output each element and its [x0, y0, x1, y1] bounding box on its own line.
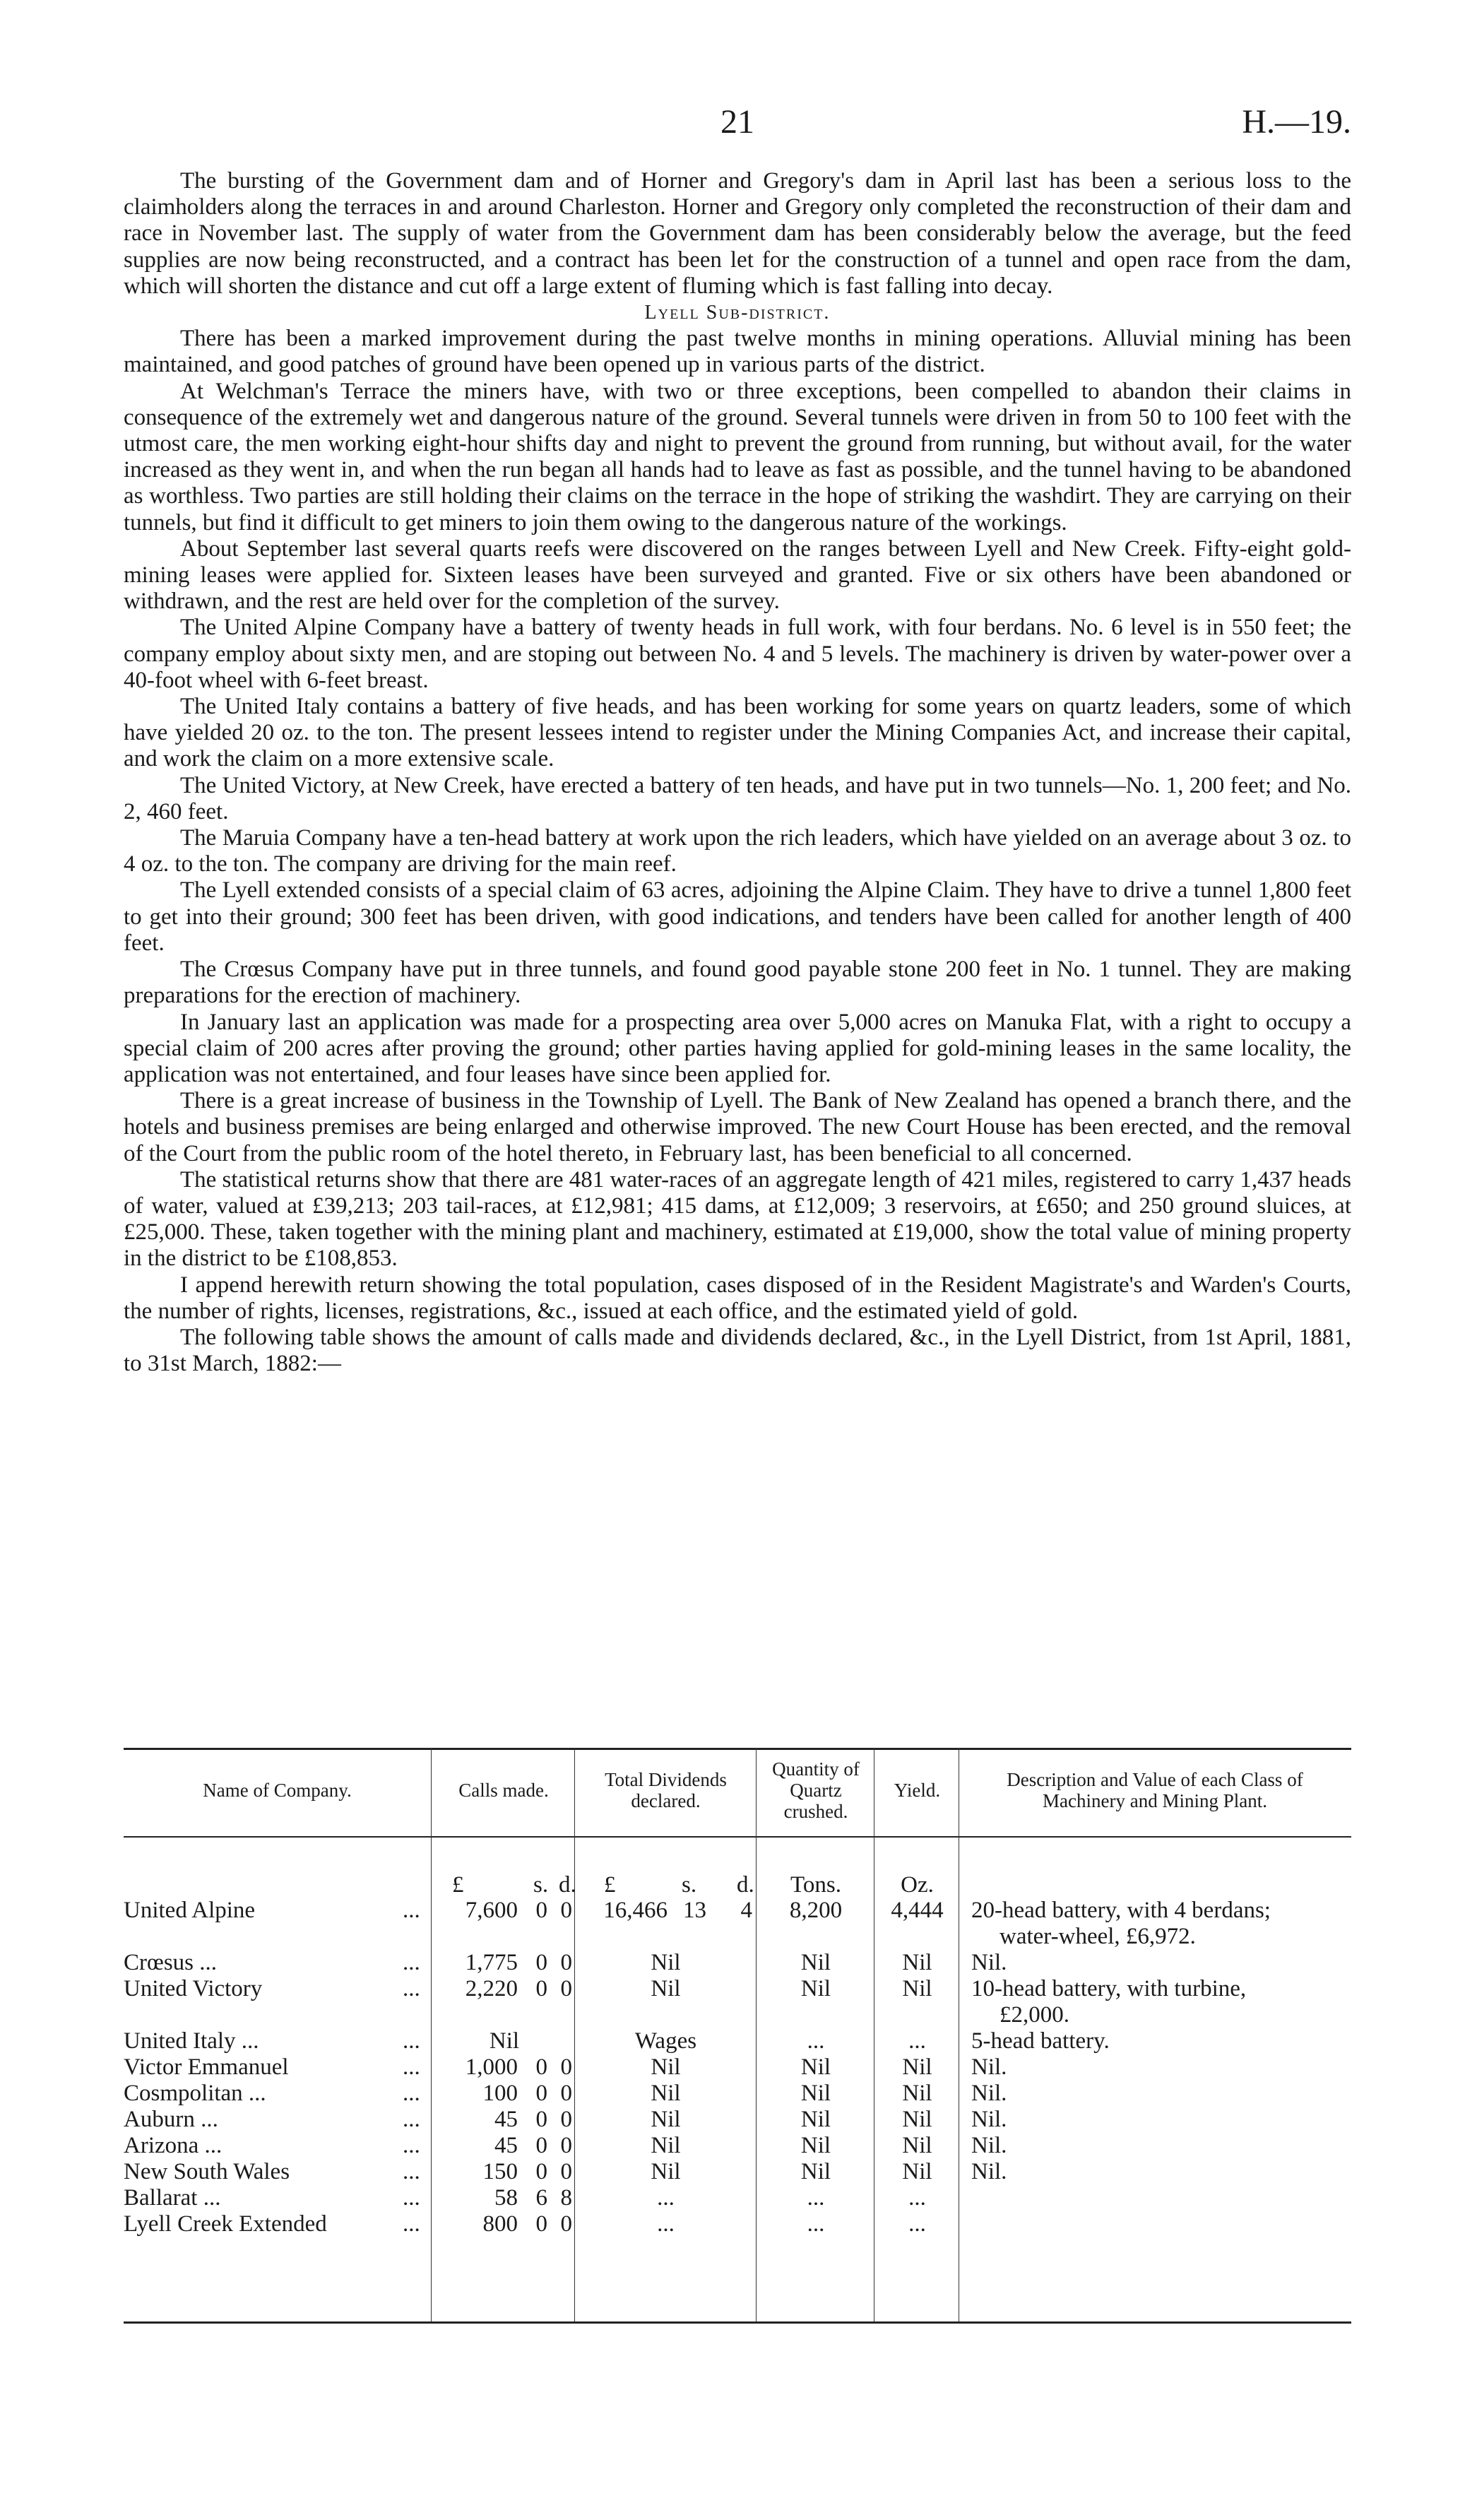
dividends-pounds: 16,466: [603, 1898, 668, 1923]
machinery-description-cont: water-wheel, £6,972.: [1000, 1924, 1196, 1949]
unit-calls-shillings: s.: [533, 1872, 549, 1898]
yield-value: 4,444: [891, 1898, 944, 1923]
company-name: New South Wales: [124, 2159, 290, 2184]
quartz-quantity: ...: [807, 2185, 825, 2211]
calls-shillings: 0: [535, 2159, 547, 2184]
paragraph: At Welchman's Terrace the miners have, with two or three exceptions, been compelled to abandon their claims in consequence of the extremely wet and dangerous nature of the ground. Several tunnels were driven in from 50 to 100 feet with the utmost care, the men working eight-hour shifts day and night to prevent the ground from running, but without avail, for the water increased as they went in, and when the run began all hands had to leave as fast as possible, and the tunnel having to be abandoned as worthless. Two parties are still holding their claims on the terrace in the hope of striking the washdirt. They are carrying on their tunnels, but find it difficult to get miners to join them owing to the dangerous nature of the workings.: [124, 378, 1351, 536]
quartz-quantity: Nil: [800, 2159, 831, 2184]
calls-pounds: 1,000: [465, 2054, 518, 2080]
dividends-text: Nil: [651, 2159, 681, 2184]
calls-pounds: 58: [494, 2185, 518, 2211]
dividends-text: Nil: [651, 2081, 681, 2106]
quartz-quantity: Nil: [800, 1950, 831, 1975]
dividends-text: Nil: [651, 1950, 681, 1975]
calls-pence: 0: [560, 1976, 572, 2001]
company-name: Ballarat ...: [124, 2185, 221, 2211]
unit-calls-pounds: £: [452, 1872, 464, 1898]
yield-value: ...: [908, 2028, 926, 2054]
paragraph: The United Victory, at New Creek, have erected a battery of ten heads, and have put in two tunnels—No. 1, 200 feet; and No. 2, 460 feet.: [124, 772, 1351, 824]
calls-pounds: 45: [494, 2107, 518, 2132]
quartz-quantity: Nil: [800, 2054, 831, 2080]
calls-pence: 0: [560, 1898, 572, 1923]
leader-dots: ...: [403, 1898, 420, 1923]
company-returns-table: [124, 1748, 1351, 2327]
paragraph: There has been a marked improvement during the past twelve months in mining operations. Alluvial mining has been maintained, and good patches of ground have been opened up in various parts of the district.: [124, 326, 1351, 378]
calls-pence: 0: [560, 2081, 572, 2106]
calls-pence: 0: [560, 2159, 572, 2184]
calls-shillings: 0: [535, 2107, 547, 2132]
company-name: United Victory: [124, 1976, 263, 2001]
calls-pounds: 45: [494, 2133, 518, 2158]
calls-pounds: 1,775: [465, 1950, 518, 1975]
calls-shillings: 0: [535, 1898, 547, 1923]
calls-pounds: 150: [482, 2159, 518, 2184]
yield-value: Nil: [902, 1950, 932, 1975]
document-reference: H.—19.: [1242, 103, 1351, 141]
machinery-description: Nil.: [971, 2159, 1007, 2184]
machinery-description: Nil.: [971, 2081, 1007, 2106]
page-header: [124, 102, 1351, 152]
quartz-quantity: Nil: [800, 2133, 831, 2158]
company-name: United Italy ...: [124, 2028, 259, 2054]
dividends-text: Nil: [651, 2054, 681, 2080]
paragraph: I append herewith return showing the total population, cases disposed of in the Resident Magistrate's and Warden's Courts, the number of rights, licenses, registrations, &c., issued at each office, and the estimated yield of gold.: [124, 1272, 1351, 1324]
yield-value: ...: [908, 2211, 926, 2237]
header-calls: Calls made.: [458, 1780, 549, 1801]
unit-div-shillings: s.: [682, 1872, 697, 1898]
paragraph: The Crœsus Company have put in three tunnels, and found good payable stone 200 feet in No. 1 tunnel. They are making preparations for the erection of machinery.: [124, 957, 1351, 1009]
dividends-text: ...: [657, 2211, 675, 2237]
leader-dots: ...: [403, 1976, 420, 2001]
yield-value: ...: [908, 2185, 926, 2211]
dividends-text: Nil: [651, 2107, 681, 2132]
machinery-description: 10-head battery, with turbine,: [971, 1976, 1247, 2001]
calls-nil: Nil: [489, 2028, 520, 2054]
calls-shillings: 0: [535, 1976, 547, 2001]
paragraph: The Lyell extended consists of a special claim of 63 acres, adjoining the Alpine Claim. They have to drive a tunnel 1,800 feet to get into their ground; 300 feet has been driven, with good indications, and tenders have been called for another length of 400 feet.: [124, 877, 1351, 956]
calls-shillings: 0: [535, 1950, 547, 1975]
calls-shillings: 0: [535, 2211, 547, 2237]
leader-dots: ...: [403, 2133, 420, 2158]
unit-div-pence: d.: [737, 1872, 754, 1898]
quartz-quantity: 8,200: [789, 1898, 843, 1923]
company-name: Crœsus ...: [124, 1950, 218, 1975]
header-yield: Yield.: [894, 1780, 941, 1801]
quartz-quantity: Nil: [800, 2107, 831, 2132]
section-subheading: Lyell Sub-district.: [644, 302, 831, 324]
calls-shillings: 0: [535, 2133, 547, 2158]
company-name: Arizona ...: [124, 2133, 223, 2158]
company-name: Cosmpolitan ...: [124, 2081, 266, 2106]
leader-dots: ...: [403, 2107, 420, 2132]
machinery-description: Nil.: [971, 2133, 1007, 2158]
unit-div-pounds: £: [604, 1872, 616, 1898]
company-name: Lyell Creek Extended: [124, 2211, 327, 2237]
dividends-pence: 4: [740, 1898, 752, 1923]
dividends-text: ...: [657, 2185, 675, 2211]
leader-dots: ...: [403, 2185, 420, 2211]
machinery-description: Nil.: [971, 2107, 1007, 2132]
calls-pence: 0: [560, 2133, 572, 2158]
company-name: Victor Emmanuel: [124, 2054, 289, 2080]
paragraph: In January last an application was made for a prospecting area over 5,000 acres on Manuka Flat, with a right to occupy a special claim of 200 acres after proving the ground; other parties having applied for gold-mining leases in the same locality, the application was not entertained, and four leases have since been applied for.: [124, 1009, 1351, 1087]
calls-pence: 0: [560, 1950, 572, 1975]
yield-value: Nil: [902, 2081, 932, 2106]
dividends-text: Wages: [634, 2028, 697, 2054]
paragraph: There is a great increase of business in the Township of Lyell. The Bank of New Zealand has opened a branch there, and the hotels and business premises are being enlarged and otherwise improved. The new Court House has been erected, and the removal of the Court from the public room of the hotel thereto, in February last, has been beneficial to all concerned.: [124, 1088, 1351, 1166]
header-name: Name of Company.: [203, 1780, 352, 1801]
yield-value: Nil: [902, 2107, 932, 2132]
leader-dots: ...: [403, 2028, 420, 2054]
calls-pounds: 2,220: [465, 1976, 518, 2001]
yield-value: Nil: [902, 1976, 932, 2001]
machinery-description: 20-head battery, with 4 berdans;: [971, 1898, 1271, 1923]
column-divider: [756, 1748, 757, 2321]
paragraph: The following table shows the amount of calls made and dividends declared, &c., in the Lyell District, from 1st April, 1881, to 31st March, 1882:—: [124, 1324, 1351, 1377]
body-text: [124, 168, 1351, 1377]
header-description: Description and Value of each Class of Machinery and Mining Plant.: [1007, 1769, 1303, 1811]
leader-dots: ...: [403, 2081, 420, 2106]
yield-value: Nil: [902, 2133, 932, 2158]
paragraph: The Maruia Company have a ten-head battery at work upon the rich leaders, which have yielded on an average about 3 oz. to 4 oz. to the ton. The company are driving for the main reef.: [124, 825, 1351, 877]
leader-dots: ...: [403, 2159, 420, 2184]
paragraph: About September last several quarts reefs were discovered on the ranges between Lyell and New Creek. Fifty-eight gold-mining leases were applied for. Sixteen leases have been surveyed and granted. Five or six others have been abandoned or withdrawn, and the rest are held over for the completion of the survey.: [124, 536, 1351, 615]
calls-pence: 0: [560, 2107, 572, 2132]
machinery-description: 5-head battery.: [971, 2028, 1110, 2054]
yield-value: Nil: [902, 2054, 932, 2080]
column-divider: [431, 1748, 432, 2321]
calls-pence: 8: [560, 2185, 572, 2211]
calls-pence: 0: [560, 2211, 572, 2237]
dividends-text: Nil: [651, 2133, 681, 2158]
quartz-quantity: ...: [807, 2211, 825, 2237]
page-number: 21: [720, 103, 754, 141]
quartz-quantity: Nil: [800, 1976, 831, 2001]
quartz-quantity: ...: [807, 2028, 825, 2054]
calls-pounds: 7,600: [465, 1898, 518, 1923]
dividends-shillings: 13: [683, 1898, 706, 1923]
table-header-rule: [124, 1836, 1351, 1838]
yield-value: Nil: [902, 2159, 932, 2184]
leader-dots: ...: [403, 1950, 420, 1975]
table-top-rule: [124, 1748, 1351, 1750]
calls-shillings: 6: [535, 2185, 547, 2211]
unit-oz: Oz.: [901, 1872, 934, 1898]
unit-calls-pence: d.: [559, 1872, 576, 1898]
calls-pence: 0: [560, 2054, 572, 2080]
company-name: United Alpine: [124, 1898, 256, 1923]
leader-dots: ...: [403, 2054, 420, 2080]
paragraph: The bursting of the Government dam and of Horner and Gregory's dam in April last has been a serious loss to the claimholders along the terraces in and around Charleston. Horner and Gregory only completed the reconstruction of their dam and race in November last. The supply of water from the Government dam has been considerably below the average, but the feed supplies are now being reconstructed, and a contract has been let for the construction of a tunnel and open race from the dam, which will shorten the distance and cut off a large extent of fluming which is fast falling into decay.: [124, 168, 1351, 299]
unit-tons: Tons.: [790, 1872, 841, 1898]
header-quantity: Quantity of Quartz crushed.: [772, 1758, 860, 1822]
dividends-text: Nil: [651, 1976, 681, 2001]
column-divider: [574, 1748, 575, 2321]
machinery-description: Nil.: [971, 2054, 1007, 2080]
paragraph: The statistical returns show that there are 481 water-races of an aggregate length of 421 miles, registered to carry 1,437 heads of water, valued at £39,213; 203 tail-races, at £12,981; 415 dams, at £12,009; 3 reservoirs, at £650; and 250 ground sluices, at £25,000. These, taken together with the mining plant and machinery, estimated at £19,000, show the total value of mining property in the district to be £108,853.: [124, 1166, 1351, 1272]
paragraph: The United Alpine Company have a battery of twenty heads in full work, with four berdans. No. 6 level is in 550 feet; the company employ about sixty men, and are stoping out between No. 4 and 5 levels. The machinery is driven by water-power over a 40-foot wheel with 6-feet breast.: [124, 615, 1351, 693]
leader-dots: ...: [403, 2211, 420, 2237]
machinery-description-cont: £2,000.: [1000, 2002, 1069, 2028]
company-name: Auburn ...: [124, 2107, 218, 2132]
calls-shillings: 0: [535, 2054, 547, 2080]
quartz-quantity: Nil: [800, 2081, 831, 2106]
paragraph: The United Italy contains a battery of five heads, and has been working for some years on quartz leaders, some of which have yielded 20 oz. to the ton. The present lessees intend to register under the Mining Companies Act, and increase their capital, and work the claim on a more extensive scale.: [124, 694, 1351, 772]
machinery-description: Nil.: [971, 1950, 1007, 1975]
calls-shillings: 0: [535, 2081, 547, 2106]
calls-pounds: 100: [482, 2081, 518, 2106]
table-bottom-rule: [124, 2321, 1351, 2324]
calls-pounds: 800: [482, 2211, 518, 2237]
header-dividends: Total Dividends declared.: [605, 1769, 727, 1811]
